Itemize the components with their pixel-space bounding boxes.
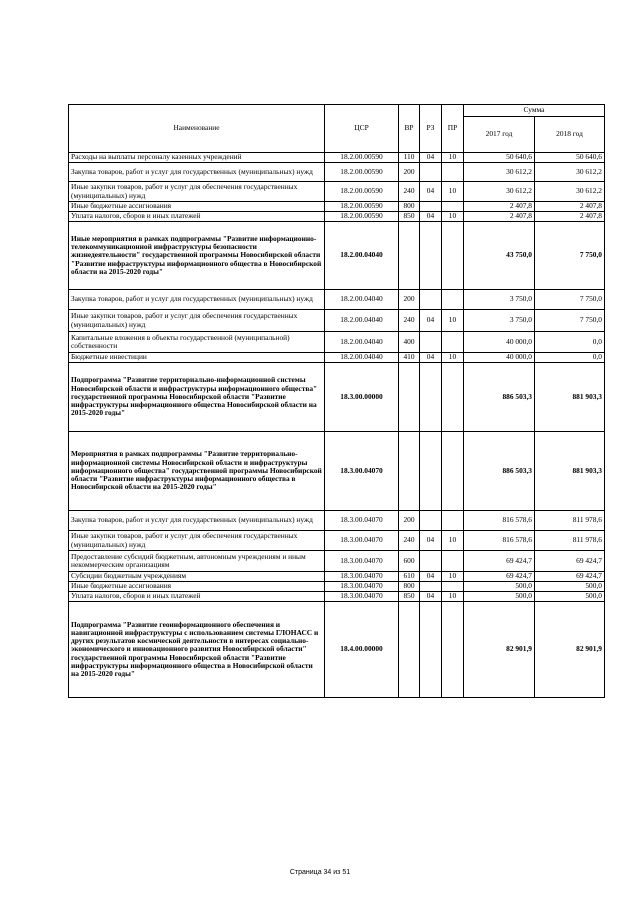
cell-vr: 240 xyxy=(399,182,420,202)
header-rz: РЗ xyxy=(420,105,442,153)
cell-sum-2017: 816 578,6 xyxy=(464,531,535,551)
cell-sum-2018: 82 901,9 xyxy=(535,602,605,698)
cell-name: Закупка товаров, работ и услуг для государственных (муниципальных) нужд xyxy=(69,511,325,531)
cell-csr: 18.3.00.00000 xyxy=(325,363,399,432)
table-row xyxy=(69,363,605,432)
cell-sum-2018: 0,0 xyxy=(535,332,605,353)
cell-vr xyxy=(399,222,420,290)
cell-sum-2018: 30 612,2 xyxy=(535,163,605,182)
cell-vr: 240 xyxy=(399,531,420,551)
cell-rz xyxy=(420,582,442,592)
cell-sum-2018: 811 978,6 xyxy=(535,531,605,551)
cell-sum-2018: 500,0 xyxy=(535,592,605,602)
cell-name: Закупка товаров, работ и услуг для государственных (муниципальных) нужд xyxy=(69,290,325,310)
cell-rz xyxy=(420,432,442,511)
cell-rz: 04 xyxy=(420,212,442,222)
cell-sum-2017: 30 612,2 xyxy=(464,182,535,202)
cell-name: Иные закупки товаров, работ и услуг для обеспечения государственных (муниципальных) нужд xyxy=(69,182,325,202)
table-row xyxy=(69,163,605,182)
cell-name: Уплата налогов, сборов и иных платежей xyxy=(69,592,325,602)
cell-rz: 04 xyxy=(420,153,442,163)
cell-pr xyxy=(442,511,464,531)
budget-table xyxy=(68,104,605,698)
cell-sum-2017: 69 424,7 xyxy=(464,551,535,572)
cell-pr xyxy=(442,202,464,212)
cell-sum-2018: 811 978,6 xyxy=(535,511,605,531)
cell-pr xyxy=(442,432,464,511)
cell-sum-2018: 500,0 xyxy=(535,582,605,592)
cell-sum-2018: 881 903,3 xyxy=(535,363,605,432)
cell-rz xyxy=(420,511,442,531)
cell-csr: 18.4.00.00000 xyxy=(325,602,399,698)
cell-sum-2018: 50 640,6 xyxy=(535,153,605,163)
cell-vr xyxy=(399,363,420,432)
cell-sum-2017: 500,0 xyxy=(464,592,535,602)
cell-sum-2018: 30 612,2 xyxy=(535,182,605,202)
table-row xyxy=(69,551,605,572)
cell-pr: 10 xyxy=(442,531,464,551)
cell-csr: 18.3.00.04070 xyxy=(325,592,399,602)
cell-rz: 04 xyxy=(420,182,442,202)
cell-name: Уплата налогов, сборов и иных платежей xyxy=(69,212,325,222)
cell-name: Иные бюджетные ассигнования xyxy=(69,202,325,212)
cell-pr xyxy=(442,290,464,310)
cell-rz xyxy=(420,202,442,212)
cell-sum-2017: 816 578,6 xyxy=(464,511,535,531)
table-row xyxy=(69,531,605,551)
cell-sum-2017: 2 407,8 xyxy=(464,212,535,222)
cell-pr xyxy=(442,582,464,592)
cell-rz: 04 xyxy=(420,592,442,602)
cell-sum-2017: 69 424,7 xyxy=(464,572,535,582)
cell-csr: 18.3.00.04070 xyxy=(325,551,399,572)
cell-vr: 200 xyxy=(399,290,420,310)
cell-name: Бюджетные инвестиции xyxy=(69,353,325,363)
cell-csr: 18.2.00.00590 xyxy=(325,212,399,222)
cell-csr: 18.2.00.04040 xyxy=(325,290,399,310)
cell-sum-2018: 881 903,3 xyxy=(535,432,605,511)
table-row xyxy=(69,511,605,531)
cell-name: Подпрограмма "Развитие территориально-информационной системы Новосибирской области и инфраструктуры информационного общества" государственной программы Новосибирской области "Развитие инфраструктуры информационного общества Новосибирской области на 2015-2020 годы" xyxy=(69,363,325,432)
header-vr: ВР xyxy=(399,105,420,153)
cell-vr: 400 xyxy=(399,332,420,353)
cell-rz xyxy=(420,332,442,353)
cell-sum-2017: 50 640,6 xyxy=(464,153,535,163)
header-pr: ПР xyxy=(442,105,464,153)
cell-vr xyxy=(399,432,420,511)
table-row xyxy=(69,602,605,698)
cell-name: Субсидии бюджетным учреждениям xyxy=(69,572,325,582)
cell-rz xyxy=(420,222,442,290)
page-footer: Страница 34 из 51 xyxy=(289,869,351,876)
cell-sum-2018: 69 424,7 xyxy=(535,572,605,582)
cell-csr: 18.2.00.04040 xyxy=(325,222,399,290)
cell-csr: 18.2.00.00590 xyxy=(325,182,399,202)
cell-vr: 200 xyxy=(399,163,420,182)
cell-vr: 200 xyxy=(399,511,420,531)
cell-sum-2017: 30 612,2 xyxy=(464,163,535,182)
cell-name: Иные закупки товаров, работ и услуг для обеспечения государственных (муниципальных) нужд xyxy=(69,531,325,551)
cell-csr: 18.2.00.00590 xyxy=(325,163,399,182)
header-2017: 2017 год xyxy=(464,117,535,153)
cell-rz xyxy=(420,602,442,698)
cell-pr xyxy=(442,602,464,698)
cell-sum-2018: 7 750,0 xyxy=(535,222,605,290)
cell-csr: 18.3.00.04070 xyxy=(325,572,399,582)
cell-name: Закупка товаров, работ и услуг для государственных (муниципальных) нужд xyxy=(69,163,325,182)
table-row xyxy=(69,202,605,212)
cell-vr: 850 xyxy=(399,592,420,602)
cell-pr: 10 xyxy=(442,212,464,222)
cell-rz xyxy=(420,551,442,572)
cell-rz xyxy=(420,163,442,182)
header-2018: 2018 год xyxy=(535,117,605,153)
cell-pr: 10 xyxy=(442,182,464,202)
header-sum: Сумма xyxy=(464,105,605,117)
cell-sum-2017: 82 901,9 xyxy=(464,602,535,698)
cell-sum-2017: 2 407,8 xyxy=(464,202,535,212)
cell-name: Подпрограмма "Развитие геоинформационного обеспечения и навигационной инфраструктуры с использованием системы ГЛОНАСС и других результатов космической деятельности в интересах социально-экономического и инновационного развития Новосибирской области" государственной программы Новосибирской области "Развитие инфраструктуры информационного общества в Новосибирской области на 2015-2020 годы" xyxy=(69,602,325,698)
table-row xyxy=(69,582,605,592)
cell-pr: 10 xyxy=(442,572,464,582)
cell-name: Капитальные вложения в объекты государственной (муниципальной) собственности xyxy=(69,332,325,353)
cell-pr xyxy=(442,551,464,572)
cell-pr: 10 xyxy=(442,153,464,163)
cell-sum-2017: 500,0 xyxy=(464,582,535,592)
cell-sum-2018: 7 750,0 xyxy=(535,290,605,310)
cell-rz: 04 xyxy=(420,353,442,363)
table-row xyxy=(69,572,605,582)
cell-vr: 110 xyxy=(399,153,420,163)
table-row xyxy=(69,153,605,163)
cell-csr: 18.3.00.04070 xyxy=(325,511,399,531)
table-row xyxy=(69,592,605,602)
cell-vr: 850 xyxy=(399,212,420,222)
cell-csr: 18.2.00.04040 xyxy=(325,353,399,363)
cell-vr xyxy=(399,602,420,698)
cell-sum-2018: 0,0 xyxy=(535,353,605,363)
cell-pr: 10 xyxy=(442,353,464,363)
cell-vr: 240 xyxy=(399,310,420,332)
cell-sum-2018: 2 407,8 xyxy=(535,212,605,222)
cell-sum-2017: 886 503,3 xyxy=(464,432,535,511)
cell-csr: 18.2.00.00590 xyxy=(325,153,399,163)
cell-vr: 800 xyxy=(399,582,420,592)
cell-csr: 18.3.00.04070 xyxy=(325,582,399,592)
table-row xyxy=(69,310,605,332)
table-row xyxy=(69,290,605,310)
cell-name: Иные мероприятия в рамках подпрограммы "Развитие информационно-телекоммуникационной инфраструктуры безопасности жизнедеятельности" государственной программы Новосибирской области "Развитие инфраструктуры информационного общества в Новосибирской области на 2015-2020 годы" xyxy=(69,222,325,290)
cell-name: Мероприятия в рамках подпрограммы "Развитие территориально-информационной системы Новосибирской области и инфраструктуры информационного общества" государственной программы Новосибирской области "Развитие инфраструктуры информационного общества в Новосибирской области на 2015-2020 годы" xyxy=(69,432,325,511)
cell-rz: 04 xyxy=(420,531,442,551)
cell-sum-2017: 3 750,0 xyxy=(464,310,535,332)
table-row xyxy=(69,182,605,202)
cell-csr: 18.3.00.04070 xyxy=(325,432,399,511)
cell-sum-2018: 7 750,0 xyxy=(535,310,605,332)
cell-name: Расходы на выплаты персоналу казенных учреждений xyxy=(69,153,325,163)
table-row xyxy=(69,212,605,222)
cell-sum-2017: 886 503,3 xyxy=(464,363,535,432)
cell-rz xyxy=(420,363,442,432)
cell-vr: 600 xyxy=(399,551,420,572)
table-row xyxy=(69,222,605,290)
header-csr: ЦСР xyxy=(325,105,399,153)
cell-rz xyxy=(420,290,442,310)
cell-vr: 800 xyxy=(399,202,420,212)
cell-name: Иные закупки товаров, работ и услуг для обеспечения государственных (муниципальных) нужд xyxy=(69,310,325,332)
cell-rz: 04 xyxy=(420,572,442,582)
cell-csr: 18.2.00.04040 xyxy=(325,332,399,353)
cell-sum-2017: 40 000,0 xyxy=(464,332,535,353)
cell-csr: 18.2.00.00590 xyxy=(325,202,399,212)
cell-pr xyxy=(442,222,464,290)
cell-pr: 10 xyxy=(442,310,464,332)
cell-sum-2017: 43 750,0 xyxy=(464,222,535,290)
cell-pr xyxy=(442,332,464,353)
cell-sum-2018: 2 407,8 xyxy=(535,202,605,212)
table-row xyxy=(69,353,605,363)
cell-vr: 610 xyxy=(399,572,420,582)
cell-sum-2017: 40 000,0 xyxy=(464,353,535,363)
table-row xyxy=(69,332,605,353)
cell-csr: 18.3.00.04070 xyxy=(325,531,399,551)
header-name: Наименование xyxy=(69,105,325,153)
cell-name: Предоставление субсидий бюджетным, автономным учреждениям и иным некоммерческим организациям xyxy=(69,551,325,572)
cell-sum-2018: 69 424,7 xyxy=(535,551,605,572)
cell-name: Иные бюджетные ассигнования xyxy=(69,582,325,592)
cell-csr: 18.2.00.04040 xyxy=(325,310,399,332)
cell-vr: 410 xyxy=(399,353,420,363)
table-row xyxy=(69,432,605,511)
cell-pr xyxy=(442,363,464,432)
cell-pr xyxy=(442,163,464,182)
cell-rz: 04 xyxy=(420,310,442,332)
cell-pr: 10 xyxy=(442,592,464,602)
cell-sum-2017: 3 750,0 xyxy=(464,290,535,310)
